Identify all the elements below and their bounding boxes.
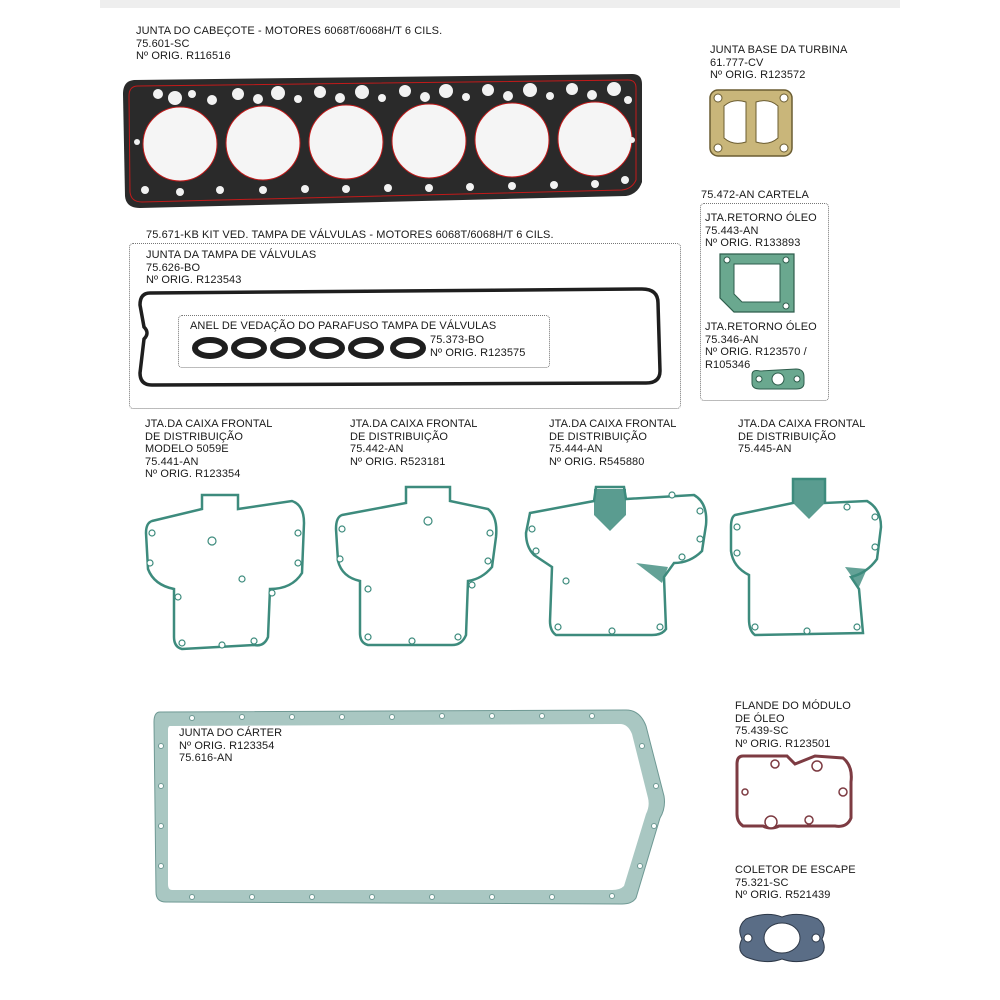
cartela-item1-title: JTA.RETORNO ÓLEO	[705, 212, 817, 224]
cartela-item2-title: JTA.RETORNO ÓLEO	[705, 321, 817, 333]
front-cover-gasket-1-image	[142, 493, 308, 653]
cartela-item2-label	[705, 321, 817, 371]
oil-module-orig: Nº ORIG. R123501	[735, 737, 831, 750]
front-cover-1-line4: 75.441-AN	[145, 455, 199, 468]
oil-return-gasket-1-image	[716, 250, 798, 316]
exhaust-title: COLETOR DE ESCAPE	[735, 864, 856, 876]
front-cover-1-label	[145, 418, 273, 481]
front-cover-4-line1: JTA.DA CAIXA FRONTAL	[738, 418, 866, 430]
oil-pan-code: 75.616-AN	[179, 752, 233, 764]
seal-rings-image	[190, 335, 430, 361]
exhaust-orig: Nº ORIG. R521439	[735, 889, 831, 901]
seal-rings-orig: Nº ORIG. R123575	[430, 346, 526, 359]
seal-rings-code: 75.373-BO	[430, 334, 485, 346]
turbo-base-orig: Nº ORIG. R123572	[710, 69, 806, 81]
front-cover-3-line1: JTA.DA CAIXA FRONTAL	[549, 418, 677, 430]
front-cover-gasket-3-image	[522, 485, 712, 637]
head-gasket-image	[120, 72, 645, 210]
oil-module-flange-image	[735, 752, 857, 832]
cartela-title: 75.472-AN CARTELA	[701, 189, 809, 201]
front-cover-gasket-4-image	[727, 477, 887, 639]
front-cover-3-label	[549, 418, 677, 468]
turbo-base-title: JUNTA BASE DA TURBINA	[710, 44, 848, 56]
front-cover-gasket-2-image	[332, 485, 502, 649]
exhaust-code: 75.321-SC	[735, 876, 789, 889]
head-gasket-code: 75.601-SC	[136, 37, 190, 50]
front-cover-3-line2: DE DISTRIBUIÇÃO	[549, 430, 648, 443]
front-cover-1-line5: Nº ORIG. R123354	[145, 468, 241, 480]
oil-pan-label	[179, 727, 282, 765]
front-cover-2-line4: Nº ORIG. R523181	[350, 455, 446, 468]
turbo-base-code: 61.777-CV	[710, 56, 764, 69]
exhaust-label	[735, 864, 856, 902]
oil-module-title: FLANDE DO MÓDULO	[735, 700, 851, 712]
oil-module-code: 75.439-SC	[735, 725, 789, 737]
oil-pan-title: JUNTA DO CÁRTER	[179, 727, 283, 739]
front-cover-4-line3: 75.445-AN	[738, 443, 792, 455]
valve-kit-title: 75.671-KB KIT VED. TAMPA DE VÁLVULAS - MOTORES 6068T/6068H/T 6 CILS.	[146, 229, 554, 241]
cartela-item1-label	[705, 212, 817, 250]
cartela-item1-orig: Nº ORIG. R133893	[705, 237, 801, 249]
cartela-item2-orig: Nº ORIG. R123570 /	[705, 346, 807, 358]
valve-cover-gasket-code: 75.626-BO	[146, 261, 201, 274]
oil-pan-orig: Nº ORIG. R123354	[179, 739, 275, 752]
front-cover-4-label	[738, 418, 866, 456]
front-cover-2-label	[350, 418, 478, 468]
head-gasket-label	[136, 25, 442, 63]
seal-rings-label	[430, 334, 526, 359]
seal-rings-title: ANEL DE VEDAÇÃO DO PARAFUSO TAMPA DE VÁLVULAS	[190, 320, 497, 332]
head-gasket-orig: Nº ORIG. R116516	[136, 50, 231, 62]
cartela-item2-code: 75.346-AN	[705, 333, 759, 346]
top-strip	[100, 0, 900, 8]
front-cover-3-line3: 75.444-AN	[549, 443, 603, 455]
turbo-base-label	[710, 44, 847, 82]
cartela-item2-orig2: R105346	[705, 358, 751, 371]
exhaust-gasket-image	[736, 907, 828, 969]
cartela-item1-code: 75.443-AN	[705, 224, 759, 237]
valve-cover-gasket-label	[146, 249, 316, 287]
head-gasket-title: JUNTA DO CABEÇOTE - MOTORES 6068T/6068H/T 6 CILS.	[136, 25, 443, 37]
oil-module-title2: DE ÓLEO	[735, 712, 785, 725]
valve-cover-gasket-orig: Nº ORIG. R123543	[146, 274, 242, 286]
front-cover-3-line4: Nº ORIG. R545880	[549, 455, 645, 468]
front-cover-1-line2: DE DISTRIBUIÇÃO	[145, 430, 244, 443]
oil-return-gasket-2-image	[748, 365, 808, 393]
front-cover-4-line2: DE DISTRIBUIÇÃO	[738, 430, 837, 443]
front-cover-2-line2: DE DISTRIBUIÇÃO	[350, 430, 449, 443]
oil-module-label	[735, 700, 851, 750]
front-cover-2-line1: JTA.DA CAIXA FRONTAL	[350, 418, 478, 430]
front-cover-1-line3: MODELO 5059E	[145, 443, 229, 455]
valve-cover-gasket-title: JUNTA DA TAMPA DE VÁLVULAS	[146, 249, 317, 261]
front-cover-2-line3: 75.442-AN	[350, 443, 404, 455]
front-cover-1-line1: JTA.DA CAIXA FRONTAL	[145, 418, 273, 430]
turbo-base-gasket-image	[708, 88, 794, 158]
